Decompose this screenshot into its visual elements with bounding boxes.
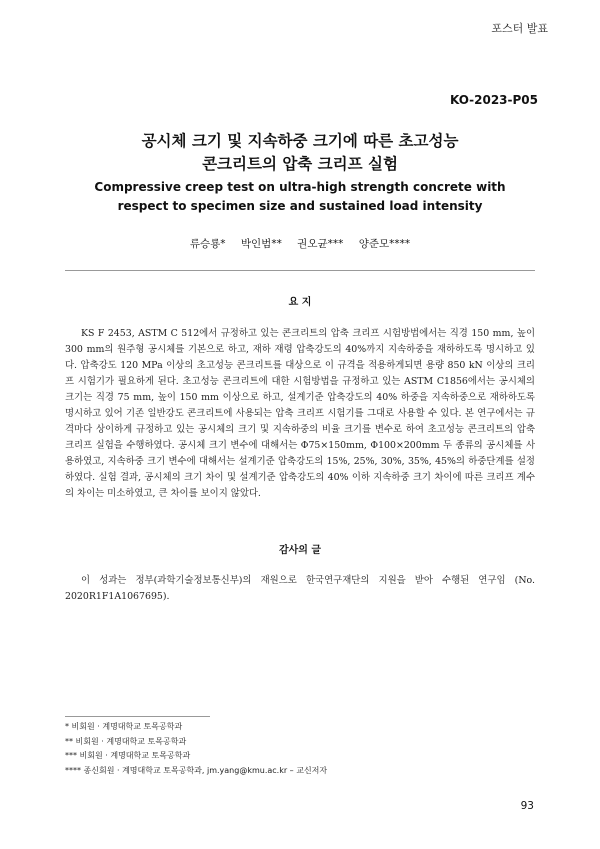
abstract-heading: 요 지 <box>288 297 312 308</box>
author-3: 권오균*** <box>297 238 344 250</box>
title-english-line1: Compressive creep test on ultra-high strength concrete with <box>94 180 506 194</box>
title-korean-line1: 공시체 크기 및 지속하중 크기에 따른 초고성능 <box>141 132 459 150</box>
acknowledgement-body <box>65 573 535 605</box>
page-number: 93 <box>520 800 534 812</box>
title-english-line2: respect to specimen size and sustained load intensity <box>117 199 483 213</box>
acknowledgement-text: 이 성과는 정부(과학기술정보통신부)의 재원으로 한국연구재단의 지원을 받아 수행된 연구임 (No. 2020R1F1A1067695). <box>65 575 535 602</box>
abstract-body <box>65 326 535 502</box>
footnote-divider <box>65 716 210 717</box>
author-4: 양준모**** <box>358 238 411 250</box>
footnote-3: *** 비회원 · 계명대학교 토목공학과 <box>65 751 191 761</box>
footnote-1: * 비회원 · 계명대학교 토목공학과 <box>65 722 183 731</box>
footnote-2: ** 비회원 · 계명대학교 토목공학과 <box>65 736 187 746</box>
acknowledgement-heading: 감사의 글 <box>278 545 322 556</box>
footnote-4: **** 종신회원 · 계명대학교 토목공학과, jm.yang@kmu.ac.kr – 교신저자 <box>65 765 328 775</box>
title-korean-line2: 콘크리트의 압축 크리프 실험 <box>202 155 398 173</box>
author-2: 박인범** <box>240 238 282 250</box>
footnotes <box>65 720 327 778</box>
author-list <box>0 236 600 251</box>
divider <box>65 270 535 271</box>
section-label: 포스터 발표 <box>491 22 548 35</box>
abstract-text: KS F 2453, ASTM C 512에서 규정하고 있는 콘크리트의 압축 크리프 시험방법에서는 직경 150 mm, 높이 300 mm의 원주형 공시체를 기본으로 하고, 재하 재령 압축강도의 40%까지 지속하중을 재하하도록 명시하고 있다. 압축강도 120 MPa 이상의 초고성능 콘크리트를 대상으로 이 규격을 적용하게되면 용량 850 kN 이상의 크리프 시험기가 필요하게 된다. 초고성능 콘크리트에 대한 시험방법을 규정하고 있는 ASTM C1856에서는 공시체의 크기는 직경 75 mm, 높이 150 mm 이상으로 하고, 설계기준 압축강도의 40% 하중을 지속하중으로 재하하도록 명시하고 있어 기존 일반강도 콘크리트에 사용되는 압축 크리프 시험기를 그대로 사용할 수 있다. 본 연구에서는 규격마다 상이하게 규정하고 있는 공시체의 크기 및 지속하중의 비율 크기를 변수로 하여 초고성능 콘크리트의 압축 크리프 실험을 수행하였다. 공시체 크기 변수에 대해서는 Φ75×150mm, Φ100×200mm 두 종류의 공시체를 사용하였고, 지속하중 크기 변수에 대해서는 설계기준 압축강도의 15%, 25%, 30%, 35%, 45%의 하중단계를 설정하였다. 실험 결과, 공시체의 크기 차이 및 설계기준 압축강도의 40% 이하 지속하중 크기 차이에 따른 크리프 계수의 차이는 미소하였고, 큰 차이를 보이지 않았다. <box>65 328 535 499</box>
author-1: 류승룡* <box>189 238 226 250</box>
paper-code: KO-2023-P05 <box>449 93 538 107</box>
